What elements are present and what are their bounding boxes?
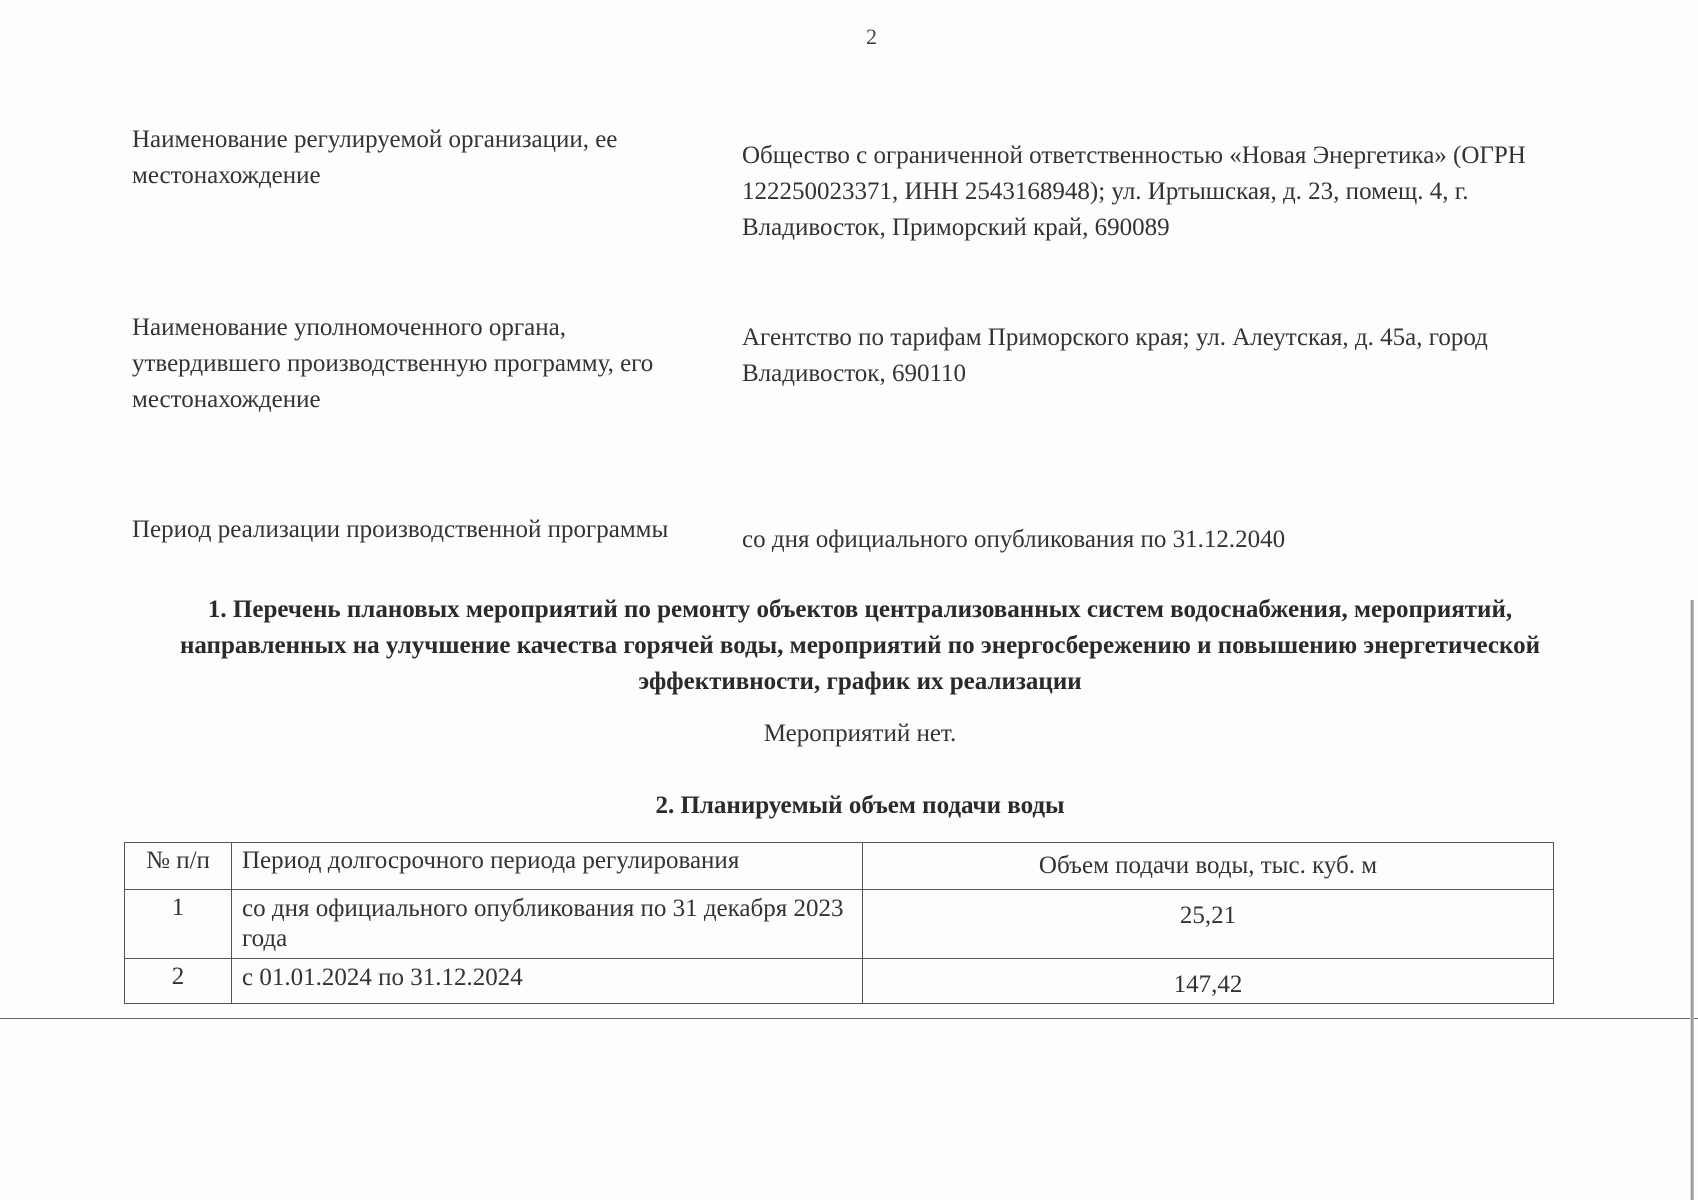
row-volume	[863, 890, 1554, 959]
section-1-title: 1. Перечень плановых мероприятий по ремонту объектов централизованных систем водоснабжения, мероприятий, направленных на улучшение качества горячей воды, мероприятий по энергосбережению и повышению энергетической эффективности, график их реализации	[179, 596, 1541, 695]
row-period: со дня официального опубликования по 31 декабря 2023 года	[232, 890, 863, 959]
program-period-value: со дня официального опубликования по 31.12.2040	[742, 526, 1286, 553]
water-volume-table	[124, 842, 1554, 1004]
header-num: № п/п	[125, 843, 232, 890]
row-period: с 01.01.2024 по 31.12.2024	[232, 959, 863, 1004]
row-volume-value: 147,42	[1173, 971, 1243, 998]
org-name-value: Общество с ограниченной ответственностью «Новая Энергетика» (ОГРН 122250023371, ИНН 2543168948); ул. Иртышская, д. 23, помещ. 4, г. Владивосток, Приморский край, 690089	[742, 142, 1526, 241]
row-volume	[863, 959, 1554, 1004]
table-row	[125, 959, 1554, 1004]
row-num: 1	[125, 890, 232, 959]
header-period: Период долгосрочного периода регулирования	[232, 843, 863, 890]
scan-fold-line	[0, 1018, 1698, 1019]
row-num: 2	[125, 959, 232, 1004]
header-volume: Объем подачи воды, тыс. куб. м	[863, 843, 1554, 890]
table-header-row	[125, 843, 1554, 890]
section-2-title: 2. Планируемый объем подачи воды	[655, 792, 1065, 819]
authority-label: Наименование уполномоченного органа, утвердившего производственную программу, его местонахождение	[132, 314, 654, 413]
table-row	[125, 890, 1554, 959]
authority-value: Агентство по тарифам Приморского края; ул. Алеутская, д. 45а, город Владивосток, 690110	[742, 324, 1488, 387]
page-number: 2	[866, 24, 877, 49]
row-volume-value: 25,21	[1179, 902, 1237, 929]
org-name-label: Наименование регулируемой организации, ее местонахождение	[132, 126, 618, 189]
section-1-note: Мероприятий нет.	[763, 720, 957, 747]
scan-edge-shadow	[1690, 600, 1694, 1200]
program-period-label: Период реализации производственной программы	[132, 516, 669, 543]
